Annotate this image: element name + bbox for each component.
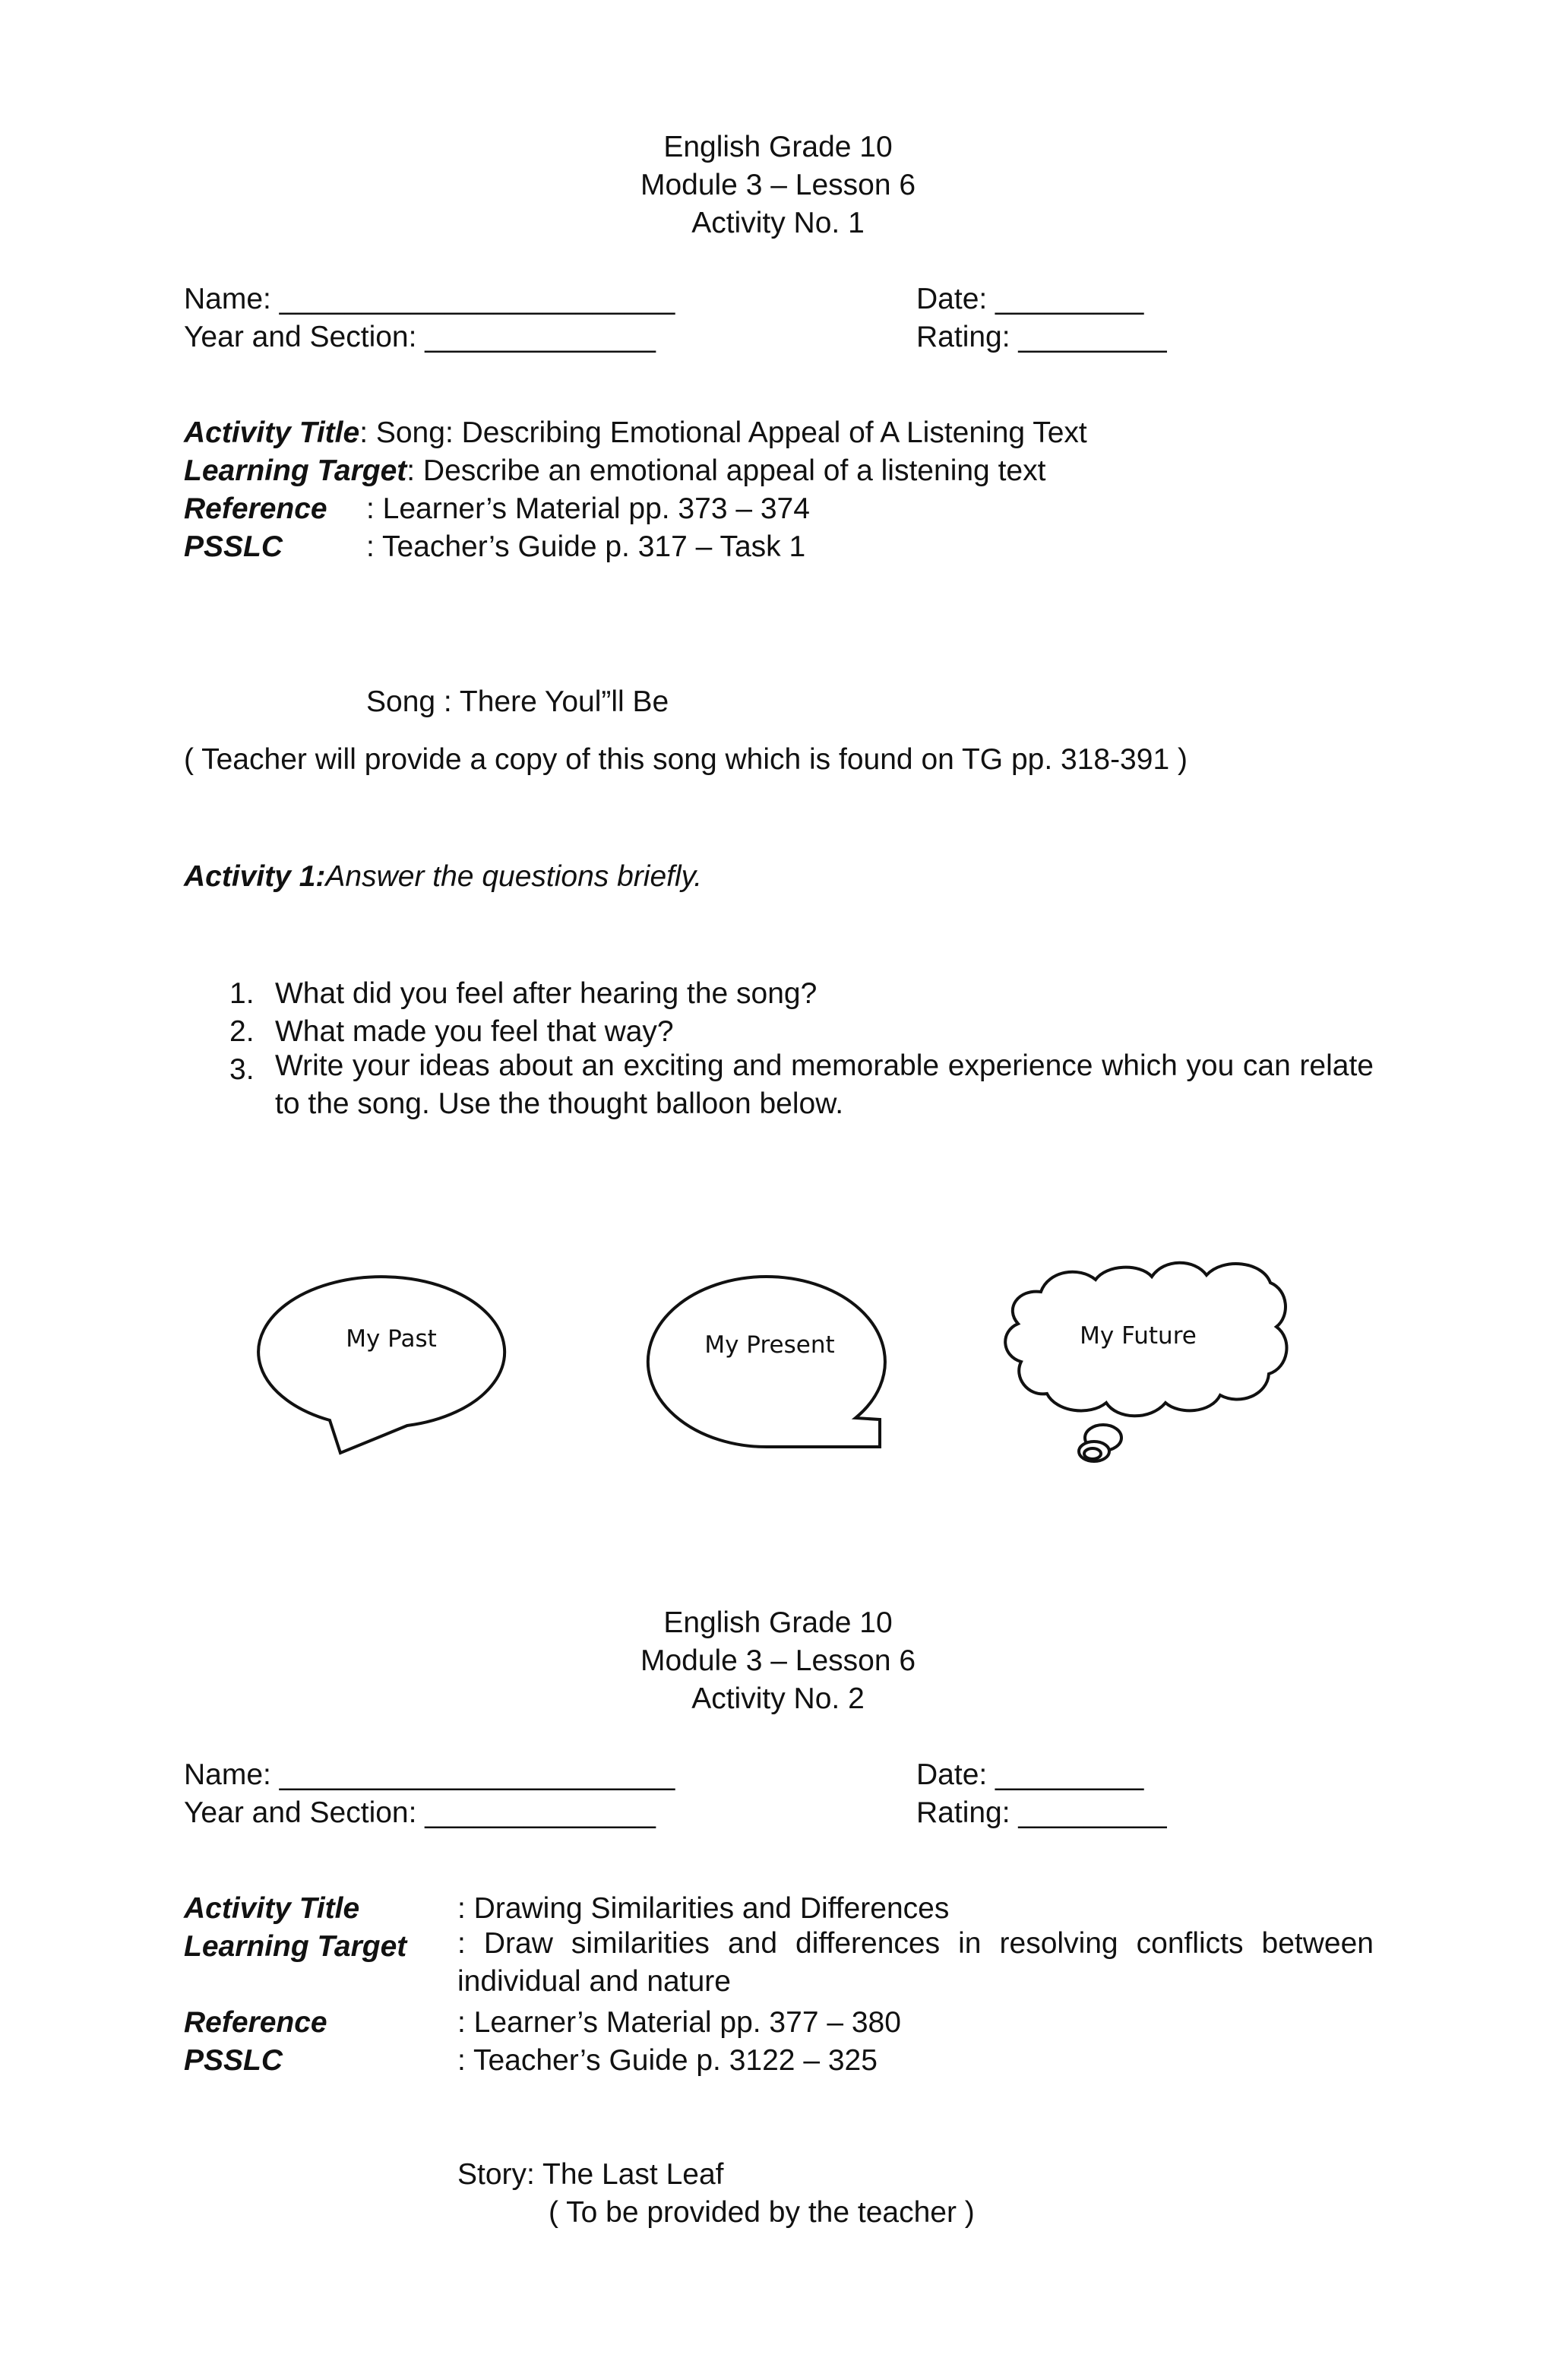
- year-section-field[interactable]: Year and Section: ______________: [184, 321, 656, 353]
- question-text: Write your ideas about an exciting and memorable experience which you can relate to the song. Use the thought balloon below.: [275, 1049, 1374, 1120]
- question-number: 3.: [229, 1053, 255, 1086]
- date-field[interactable]: Date: _________: [916, 283, 1144, 315]
- story-title: Story: The Last Leaf: [457, 2158, 724, 2191]
- psslc-value: : Teacher’s Guide p. 317 – Task 1: [366, 530, 806, 563]
- reference-value: : Learner’s Material pp. 377 – 380: [457, 2006, 901, 2039]
- balloon-label-present: My Present: [704, 1331, 835, 1359]
- header-subject: English Grade 10: [663, 131, 893, 163]
- learning-target-label: Learning Target: [184, 454, 407, 487]
- header-module: Module 3 – Lesson 6: [640, 1644, 916, 1677]
- header-activity-no: Activity No. 1: [691, 207, 865, 239]
- year-section-field[interactable]: Year and Section: ______________: [184, 1796, 656, 1829]
- question-number: 2.: [229, 1015, 255, 1048]
- activity-title-label: Activity Title: [184, 1892, 360, 1925]
- psslc-value: : Teacher’s Guide p. 3122 – 325: [457, 2044, 878, 2077]
- name-field[interactable]: Name: ________________________: [184, 1758, 675, 1791]
- name-field[interactable]: Name: ________________________: [184, 283, 675, 315]
- reference-label: Reference: [184, 492, 327, 525]
- question-text: What made you feel that way?: [275, 1015, 674, 1048]
- question-text: What did you feel after hearing the song?: [275, 977, 818, 1010]
- activity-title-label: Activity Title: [184, 416, 360, 449]
- rating-field[interactable]: Rating: _________: [916, 321, 1167, 353]
- learning-target-value: : Draw similarities and differences in resolving conflicts between individual and nature: [457, 1927, 1374, 1998]
- activity-title-value: : Song: Describing Emotional Appeal of A Listening Text: [359, 416, 1087, 449]
- psslc-label: PSSLC: [184, 530, 283, 563]
- balloon-label-future: My Future: [1080, 1322, 1197, 1350]
- instruction-label: Activity 1:: [184, 860, 326, 893]
- psslc-label: PSSLC: [184, 2044, 283, 2077]
- instruction-text: Answer the questions briefly.: [325, 860, 703, 893]
- song-note: ( Teacher will provide a copy of this song which is found on TG pp. 318-391 ): [184, 743, 1188, 776]
- activity-title-value: : Drawing Similarities and Differences: [457, 1892, 950, 1925]
- past-speech-balloon: [258, 1277, 504, 1453]
- rating-field[interactable]: Rating: _________: [916, 1796, 1167, 1829]
- learning-target-value: : Describe an emotional appeal of a listening text: [406, 454, 1046, 487]
- future-cloud-balloon: [1005, 1263, 1286, 1461]
- reference-label: Reference: [184, 2006, 327, 2039]
- story-note: ( To be provided by the teacher ): [549, 2196, 975, 2229]
- question-number: 1.: [229, 977, 255, 1010]
- reference-value: : Learner’s Material pp. 373 – 374: [366, 492, 810, 525]
- header-subject: English Grade 10: [663, 1606, 893, 1639]
- learning-target-label: Learning Target: [184, 1930, 407, 1963]
- header-activity-no: Activity No. 2: [691, 1682, 865, 1715]
- balloon-label-past: My Past: [346, 1325, 437, 1353]
- song-title: Song : There Youl”ll Be: [366, 685, 669, 718]
- present-speech-balloon: [648, 1258, 1035, 1448]
- header-module: Module 3 – Lesson 6: [640, 169, 916, 201]
- date-field[interactable]: Date: _________: [916, 1758, 1144, 1791]
